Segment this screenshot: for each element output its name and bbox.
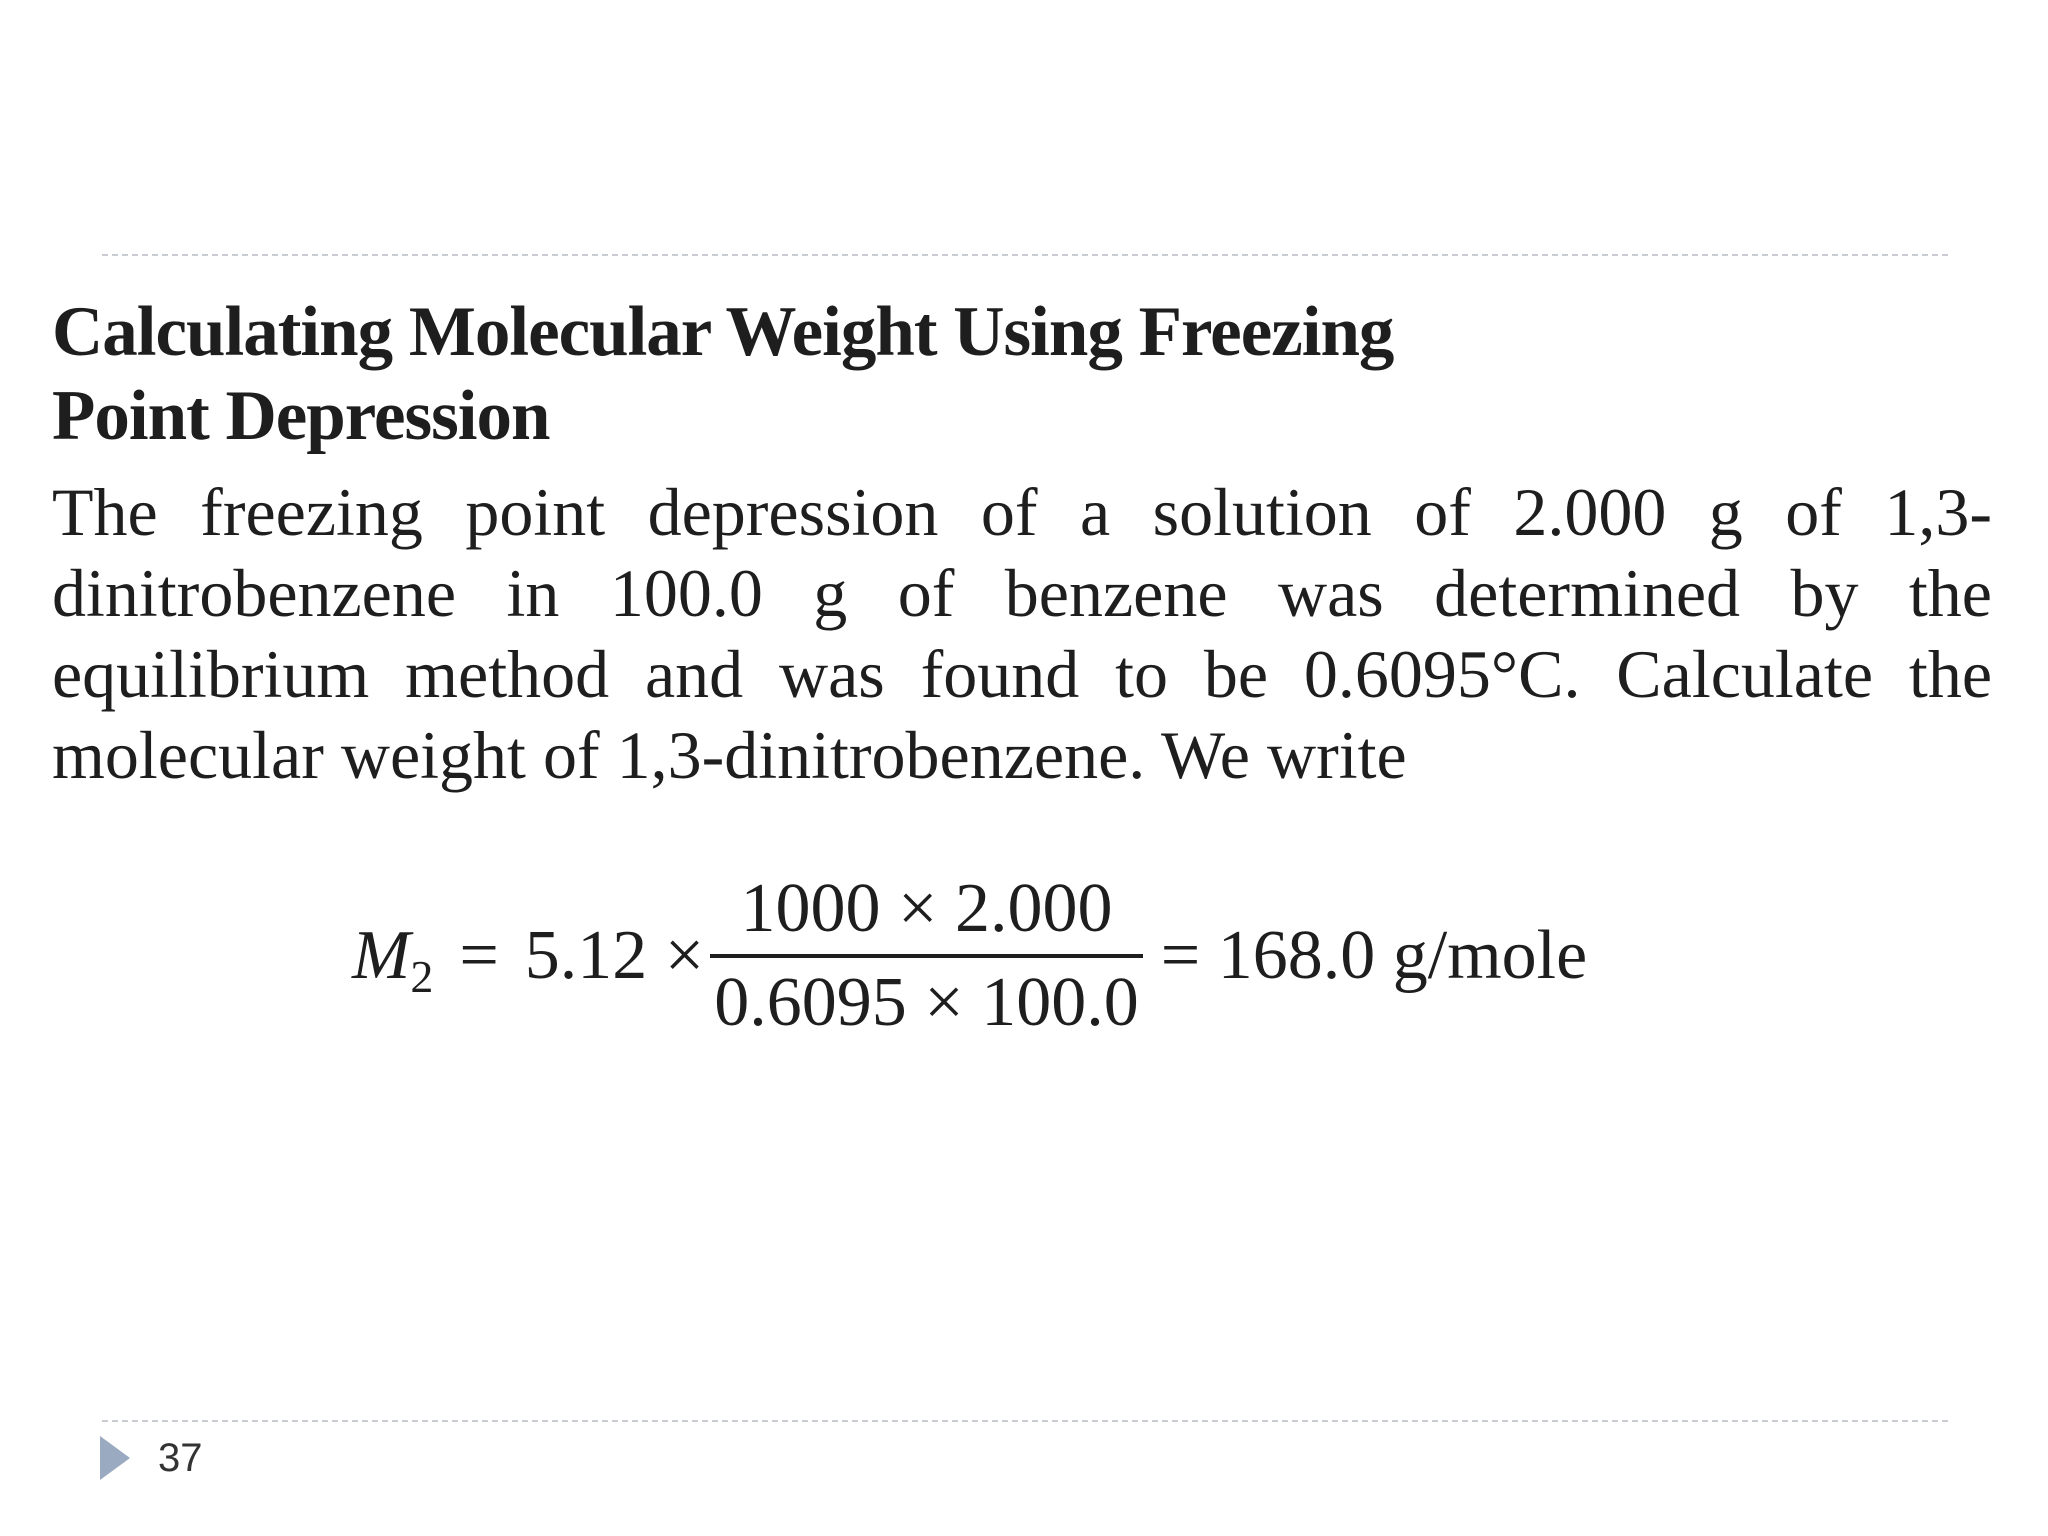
- problem-text: The freezing point depression of a solution of 2.000 g of 1,3-dinitrobenzene in 100.0 g of benzene was determined by the equilibrium method and was found to be 0.6095°C. Calculate the molecular weight of 1,3-dinitrobenzene. We write: [52, 474, 1992, 793]
- equation-variable: $M_2$: [352, 917, 434, 1002]
- top-divider: [102, 254, 1948, 256]
- heading-line-2: Point Depression: [52, 377, 550, 455]
- fraction-numerator: 1000 × 2.000: [740, 870, 1113, 947]
- slide-heading: [52, 290, 1992, 458]
- fraction-denominator: 0.6095 × 100.0: [714, 964, 1139, 1041]
- equation-constant: 5.12 ×: [524, 917, 705, 994]
- slide-content: [52, 290, 1992, 796]
- equation-fraction: [710, 864, 1142, 1048]
- equation-subscript: 2: [410, 951, 434, 1002]
- heading-line-1: Calculating Molecular Weight Using Freezing: [52, 293, 1394, 371]
- bottom-divider: [102, 1420, 1948, 1422]
- equation: [352, 856, 1587, 1056]
- play-triangle-icon: [100, 1436, 130, 1480]
- page-number: 37: [158, 1436, 203, 1480]
- equation-result: = 168.0 g/mole: [1160, 917, 1588, 994]
- equation-equals: =: [459, 917, 499, 994]
